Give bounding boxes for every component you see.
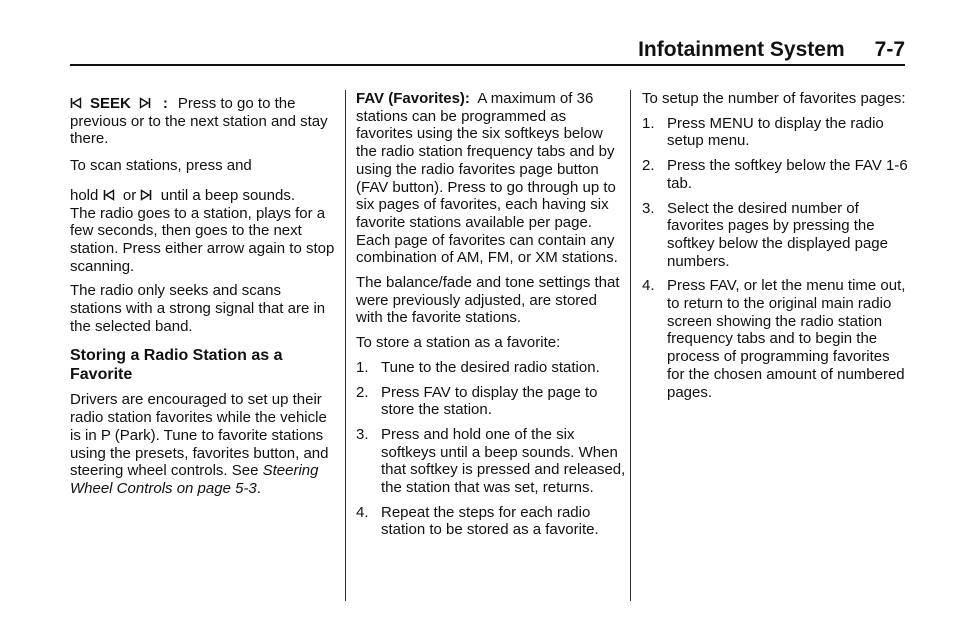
step-number: 2. (642, 157, 655, 175)
store-intro: To store a station as a favorite: (356, 334, 561, 352)
setup-intro: To setup the number of favorites pages: (642, 90, 906, 107)
step-number: 4. (356, 503, 369, 521)
step-text: Press and hold one of the six softkeys until a beep sounds. When that softkey is pressed and released, the station that was set, returns. (381, 425, 626, 497)
header-rule (70, 64, 905, 66)
step-text: Press FAV to display the page to store the station. (381, 383, 598, 419)
step-number: 3. (642, 199, 655, 217)
cross-reference-link[interactable]: Steering Wheel Controls on page 5-3 (70, 462, 319, 497)
balance-paragraph: The balance/fade and tone settings that were previously adjusted, are stored with the favorite stations. (356, 274, 620, 327)
seek-paragraph (70, 95, 335, 148)
list-item (642, 115, 910, 150)
step-text: Press MENU to display the radio setup menu. (667, 114, 884, 150)
column-2 (356, 90, 626, 546)
xref-period: . (256, 479, 261, 497)
seek-next-icon (140, 189, 152, 201)
list-item (356, 359, 626, 377)
step-text: Press FAV, or let the menu time out, to return to the original main radio screen showing the radio station frequency tabs and to begin the process of programming favorites for the chosen amount of numbered pages. (667, 277, 906, 401)
step-text: Press the softkey below the FAV 1-6 tab. (667, 157, 908, 192)
step-number: 1. (356, 358, 369, 376)
drivers-text: Drivers are encouraged to set up their radio station favorites while the vehicle is in P (Park). Tune to favorite stations using the presets, favorites button, and steering wheel controls. See (70, 391, 329, 480)
column-divider-2 (630, 90, 631, 601)
section-title: Infotainment System (638, 38, 845, 61)
seek-previous-icon (70, 97, 82, 109)
seek-label: SEEK (90, 95, 131, 112)
step-number: 3. (356, 425, 369, 443)
page-header (0, 0, 954, 66)
column-divider-1 (345, 90, 346, 601)
fav-label: FAV (Favorites): (356, 90, 470, 107)
section-heading: Storing a Radio Station as a Favorite (70, 347, 283, 383)
list-item (642, 157, 910, 192)
step-text: Tune to the desired radio station. (381, 358, 600, 376)
store-steps-list (356, 359, 626, 539)
step-number: 2. (356, 383, 369, 401)
running-head (560, 38, 905, 62)
scan-text: The radio goes to a station, plays for a few seconds, then goes to the next station. Press either arrow again to stop scanning. (70, 204, 335, 275)
step-number: 1. (642, 114, 655, 132)
drivers-paragraph (70, 391, 335, 497)
list-item (356, 426, 626, 497)
list-item (642, 277, 910, 401)
seek-previous-icon (103, 189, 115, 201)
seek-next-icon (139, 97, 151, 109)
scan-note: The radio only seeks and scans stations with a strong signal that are in the selected band. (70, 282, 326, 335)
list-item (642, 200, 910, 271)
fav-paragraph (356, 90, 626, 267)
step-text: Select the desired number of favorites pages by pressing the softkey below the displayed page numbers. (667, 199, 888, 270)
column-3 (642, 90, 910, 408)
or-word: or (122, 186, 137, 204)
fav-text: A maximum of 36 stations can be programmed as favorites using the six softkeys below the radio station frequency tabs and by using the radio favorites page button (FAV button). Press to go through up to six pages of favorites, each having six favorite stations available per page. Each page of favorites can contain any combination of AM, FM, or XM stations. (356, 90, 618, 267)
hold-rest: until a beep sounds. (160, 186, 296, 204)
scan-paragraph (70, 187, 335, 276)
seek-colon: : (162, 95, 168, 112)
page-number: 7-7 (874, 38, 905, 61)
list-item (356, 504, 626, 539)
hold-word: hold (70, 186, 99, 204)
list-item (356, 384, 626, 419)
step-number: 4. (642, 277, 655, 295)
seek-text: Press to go to the previous or to the next station and stay there. (70, 95, 328, 148)
step-text: Repeat the steps for each radio station to be stored as a favorite. (381, 503, 599, 539)
column-1 (70, 90, 335, 505)
setup-steps-list (642, 115, 910, 402)
scan-intro: To scan stations, press and (70, 157, 252, 175)
